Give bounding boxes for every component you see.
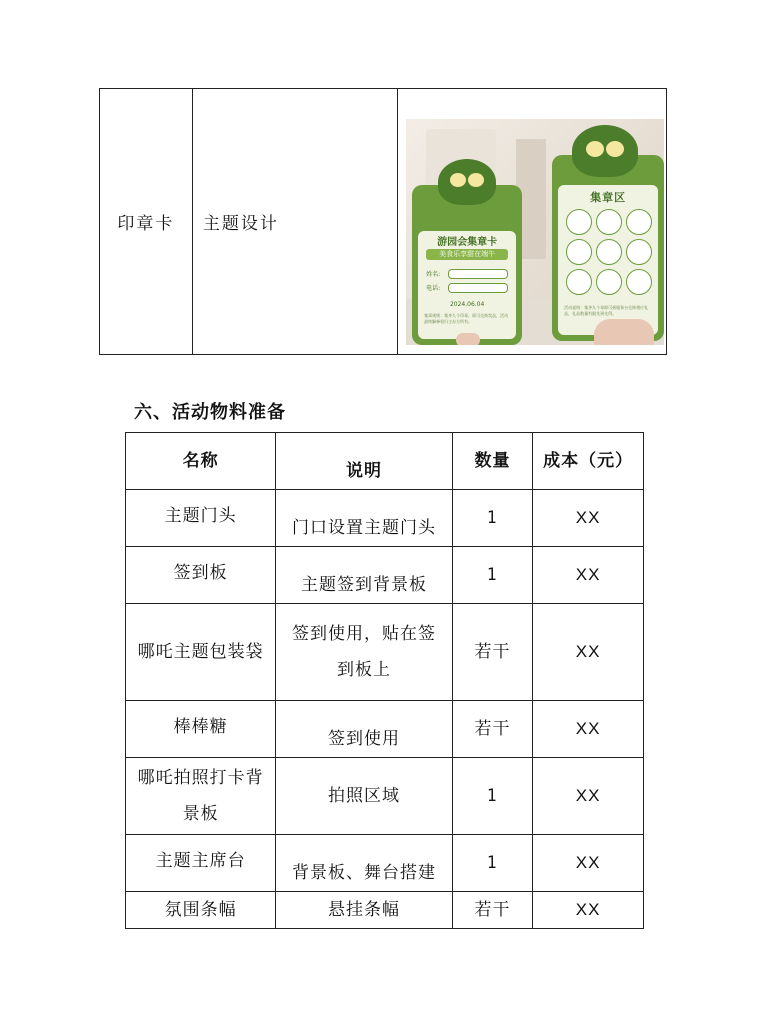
row-desc: 悬挂条幅: [276, 892, 452, 929]
header-desc: 说明: [276, 433, 452, 490]
left-card-note: 集章规则：集齐九个印章，即可兑换奖品，活动最终解释权归主办方所有。: [424, 313, 509, 324]
table-row: [126, 701, 644, 758]
table-header-row: [126, 433, 644, 490]
row-qty: 若干: [452, 892, 533, 929]
row-cost: XX: [533, 835, 644, 892]
table-row: [126, 547, 644, 604]
stamp-slot: [596, 209, 622, 235]
row-desc: 背景板、舞台搭建: [276, 835, 452, 892]
row-cost: XX: [533, 604, 644, 701]
stamp-slot: [566, 209, 592, 235]
stamp-slot: [566, 239, 592, 265]
header-cost: 成本（元）: [533, 433, 644, 490]
header-name: 名称: [126, 433, 276, 490]
row-name: 主题主席台: [126, 835, 276, 892]
name-field-label: 姓名:: [426, 271, 441, 278]
materials-table: [125, 432, 644, 929]
row-desc: 拍照区域: [276, 758, 452, 835]
left-card-date: 2024.06.04: [449, 301, 485, 308]
zongzi-mascot-icon: [438, 159, 496, 205]
row-cost: XX: [533, 547, 644, 604]
table-row: [126, 835, 644, 892]
row-desc: 主题签到背景板: [276, 547, 452, 604]
right-card-note: 活动说明：集齐九个章即可到服务台兑换相应礼品，礼品数量有限先到先得。: [564, 305, 649, 316]
row-name: 主题门头: [126, 490, 276, 547]
row-name: 氛围条幅: [126, 892, 276, 929]
row-qty: 1: [452, 835, 533, 892]
name-field: [448, 269, 508, 279]
row-cost: XX: [533, 758, 644, 835]
row-cost: XX: [533, 892, 644, 929]
stamp-card-table: [99, 88, 667, 355]
row-desc: 签到使用: [276, 701, 452, 758]
right-card-title: 集章区: [590, 191, 627, 204]
phone-field-label: 电话:: [426, 285, 441, 292]
stamp-slot: [596, 239, 622, 265]
table-row: [126, 604, 644, 701]
table-row: [126, 758, 644, 835]
image-cell: [398, 89, 667, 355]
section-title: 六、活动物料准备: [134, 402, 286, 423]
left-card-title: 游园会集章卡: [437, 237, 498, 248]
row-name: 哪吒拍照打卡背景板: [126, 758, 276, 835]
row-cost: XX: [533, 701, 644, 758]
row-desc: 签到使用，贴在签到板上: [276, 604, 452, 701]
stamp-grid: [566, 209, 656, 295]
left-card-subtitle: 美食乐享甜在端午: [426, 249, 508, 260]
row-qty: 若干: [452, 701, 533, 758]
row-qty: 若干: [452, 604, 533, 701]
stamp-slot: [626, 269, 652, 295]
row-name: 签到板: [126, 547, 276, 604]
left-stamp-card: [412, 185, 522, 345]
table-row: [126, 892, 644, 929]
zongzi-mascot-icon: [572, 125, 638, 177]
stamp-slot: [596, 269, 622, 295]
stamp-slot: [626, 209, 652, 235]
row-qty: 1: [452, 490, 533, 547]
hand-image: [594, 319, 654, 345]
hand-image: [456, 333, 480, 345]
table-row: [126, 490, 644, 547]
stamp-slot: [566, 269, 592, 295]
row-cost: XX: [533, 490, 644, 547]
stamp-card-photo: [406, 119, 664, 345]
row-desc: 门口设置主题门头: [276, 490, 452, 547]
row-qty: 1: [452, 758, 533, 835]
right-stamp-card: [552, 155, 664, 341]
description-cell: 主题设计: [192, 89, 397, 355]
row-name: 棒棒糖: [126, 701, 276, 758]
item-cell: 印章卡: [100, 89, 193, 355]
header-qty: 数量: [452, 433, 533, 490]
row-name: 哪吒主题包装袋: [126, 604, 276, 701]
row-qty: 1: [452, 547, 533, 604]
phone-field: [448, 283, 508, 293]
stamp-slot: [626, 239, 652, 265]
